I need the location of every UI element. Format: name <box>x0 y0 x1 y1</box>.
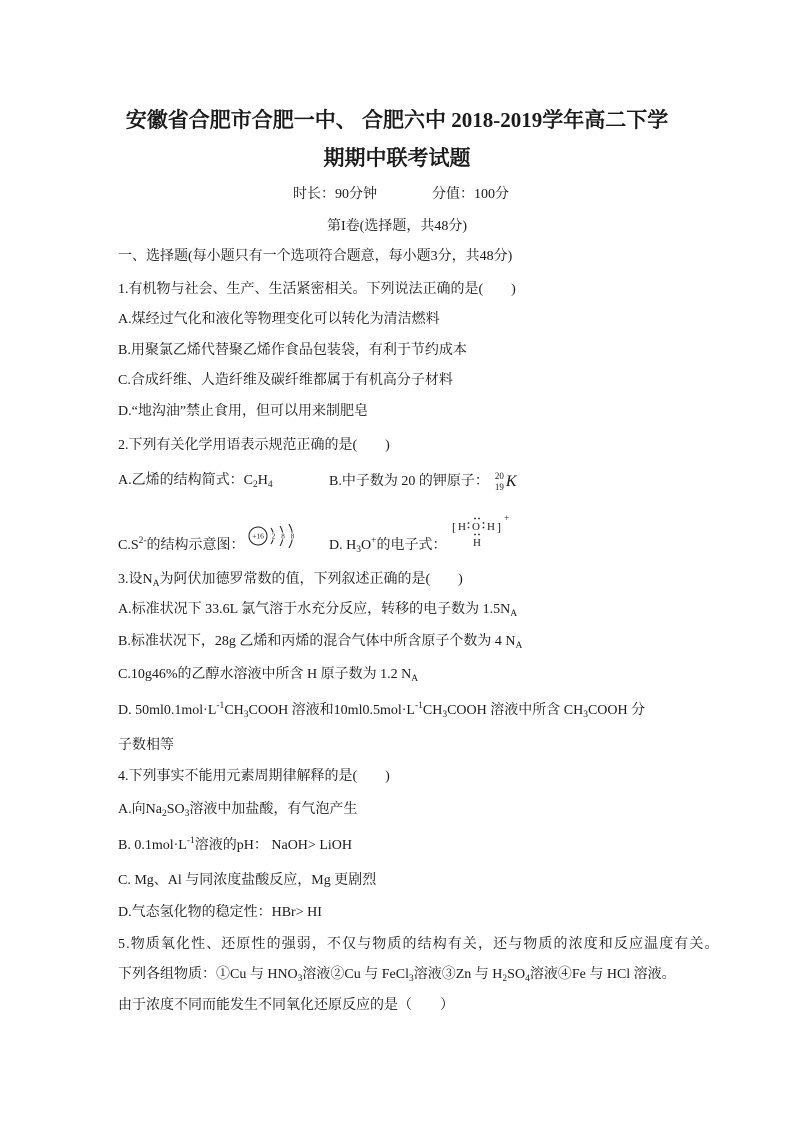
exam-title-line2: 期期中联考试题 <box>323 146 471 170</box>
bracket-close: ] <box>497 520 501 534</box>
shell-electron-count: 8 <box>290 532 295 541</box>
text-run: 溶液中加盐酸，有气泡产生 <box>189 802 358 817</box>
subscript: 2 <box>252 480 258 490</box>
superscript: -1 <box>186 836 195 846</box>
q3-option-d <box>118 701 645 721</box>
superscript: -1 <box>216 701 225 711</box>
nuclide-numbers <box>495 471 504 493</box>
q1-option-d: D.“地沟油”禁止食用，但可以用来制肥皂 <box>118 404 369 419</box>
electron-dot <box>468 522 470 524</box>
q2-option-d <box>329 536 446 556</box>
electron-dot <box>474 518 476 520</box>
element-symbol: K <box>505 473 517 490</box>
q4-option-d: D.气态氢化物的稳定性：HBr> HI <box>118 905 322 920</box>
text-run: 下列各组物质：①Cu 与 HNO <box>118 967 298 982</box>
q4-option-a <box>118 800 357 820</box>
q3-option-b <box>118 632 522 652</box>
hydrogen-atom: H <box>473 537 481 549</box>
superscript: 2- <box>138 536 147 546</box>
nucleus-charge: +16 <box>252 531 264 541</box>
text-run: A.乙烯的结构简式：C <box>118 473 253 488</box>
text-run: C.10g46%的乙醇水溶液中所含 H 原子数为 1.2 N <box>118 667 412 682</box>
subscript: A <box>510 609 518 619</box>
text-run: 溶液④Fe 与 HCl 溶液。 <box>529 967 676 982</box>
subscript: 3 <box>442 710 448 720</box>
q5-stem-line1: 5.物质氧化性、还原性的强弱，不仅与物质的结构有关，还与物质的浓度和反应温度有关。 <box>118 937 720 952</box>
text-run: SO <box>166 802 185 817</box>
text-run: B. 0.1mol·L <box>118 838 187 853</box>
exam-title-line1: 安徽省合肥市合肥一中、 合肥六中 2018-2019学年高二下学 <box>125 108 669 132</box>
text-run: 的电子式： <box>376 538 447 553</box>
text-run: B.标准状况下，28g 乙烯和丙烯的混合气体中所含原子个数为 4 N <box>118 634 516 649</box>
q2-option-b-text: B.中子数为 20 的钾原子： <box>329 474 489 490</box>
text-run: SO <box>507 967 526 982</box>
shell-electron-count: 8 <box>281 532 285 541</box>
text-run: H <box>257 473 268 488</box>
text-run: COOH 溶液中所含 CH <box>447 703 584 718</box>
subscript: 4 <box>525 974 530 984</box>
subscript: 2 <box>161 809 167 819</box>
hydronium-electron-formula <box>450 511 516 553</box>
exam-duration: 时长：90分钟 <box>293 187 377 202</box>
text-run: 3.设N <box>118 572 153 587</box>
text-run: 溶液③Zn 与 H <box>413 967 503 982</box>
superscript: + <box>371 536 377 546</box>
hydrogen-atom: H <box>458 521 466 533</box>
text-run: 为阿伏加德罗常数的值，下列叙述正确的是( ) <box>159 572 463 587</box>
electron-dot <box>478 534 480 536</box>
oxygen-atom: O <box>472 521 480 533</box>
subscript: 3 <box>184 809 190 819</box>
text-run: CH <box>224 703 244 718</box>
electron-dot <box>474 534 476 536</box>
subscript: 3 <box>583 710 588 720</box>
q1-option-c: C.合成纤维、人造纤维及碳纤维都属于有机高分子材料 <box>118 373 453 388</box>
electron-dot <box>483 522 485 524</box>
text-run: D. H <box>329 538 357 553</box>
q1-option-a: A.煤经过气化和液化等物理变化可以转化为清洁燃料 <box>118 312 440 327</box>
text-run: D. 50ml0.1mol·L <box>118 703 217 718</box>
exam-score: 分值：100分 <box>432 187 509 202</box>
shell-electron-count: 2 <box>271 532 276 541</box>
subscript: 3 <box>243 710 249 720</box>
q1-stem: 1.有机物与社会、生产、生活紧密相关。下列说法正确的是( ) <box>118 282 516 297</box>
q5-stem-line3: 由于浓度不同而能发生不同氧化还原反应的是（ ） <box>118 998 454 1013</box>
q3-option-a <box>118 600 517 620</box>
text-run: 的结构示意图： <box>146 538 245 553</box>
atomic-number: 19 <box>494 482 504 492</box>
q4-option-b <box>118 836 352 856</box>
subscript: 4 <box>267 480 273 490</box>
text-run: C.S <box>118 538 139 553</box>
text-run: A.标准状况下 33.6L 氯气溶于水充分反应，转移的电子数为 1.5N <box>118 602 511 617</box>
q2-stem: 2.下列有关化学用语表示规范正确的是( ) <box>118 438 390 453</box>
q3-stem <box>118 570 463 590</box>
subscript: 3 <box>297 974 303 984</box>
q2-option-a <box>118 471 273 491</box>
electron-dot <box>483 527 485 529</box>
electron-dot <box>468 527 470 529</box>
nuclide-notation <box>495 471 517 493</box>
text-run: A.向Na <box>118 802 162 817</box>
subscript: A <box>515 641 523 651</box>
q3-option-c <box>118 665 418 685</box>
q1-option-b: B.用聚氯乙烯代替聚乙烯作食品包装袋，有利于节约成本 <box>118 343 467 358</box>
section-heading: 一、选择题(每小题只有一个选项符合题意，每小题3分，共48分) <box>118 249 513 264</box>
q4-stem: 4.下列事实不能用元素周期律解释的是( ) <box>118 769 390 784</box>
ion-charge: + <box>504 513 510 523</box>
subscript: A <box>411 674 419 684</box>
bracket-open: [ <box>452 520 456 534</box>
subscript: 2 <box>502 974 508 984</box>
q2-option-b <box>329 471 517 493</box>
q2-option-c <box>118 536 245 556</box>
part-heading: 第I卷(选择题，共48分) <box>327 219 467 234</box>
text-run: COOH 分 <box>587 703 646 718</box>
subscript: 3 <box>409 974 414 984</box>
q3-option-d-continued: 子数相等 <box>118 738 174 753</box>
electron-dot <box>478 518 480 520</box>
hydrogen-atom: H <box>487 521 495 533</box>
sulfide-ion-structure-diagram <box>248 520 306 552</box>
text-run: COOH 溶液和10ml0.5mol·L <box>248 703 415 718</box>
q5-stem-line2 <box>118 965 676 985</box>
text-run: 溶液②Cu 与 FeCl <box>302 967 409 982</box>
mass-number: 20 <box>494 471 504 481</box>
subscript: 3 <box>356 545 361 555</box>
text-run: 溶液的pH： NaOH> LiOH <box>194 838 352 853</box>
superscript: -1 <box>414 701 423 711</box>
text-run: O <box>360 538 372 553</box>
subscript: A <box>152 579 160 589</box>
q4-option-c: C. Mg、Al 与同浓度盐酸反应，Mg 更剧烈 <box>118 873 377 888</box>
text-run: CH <box>422 703 443 718</box>
